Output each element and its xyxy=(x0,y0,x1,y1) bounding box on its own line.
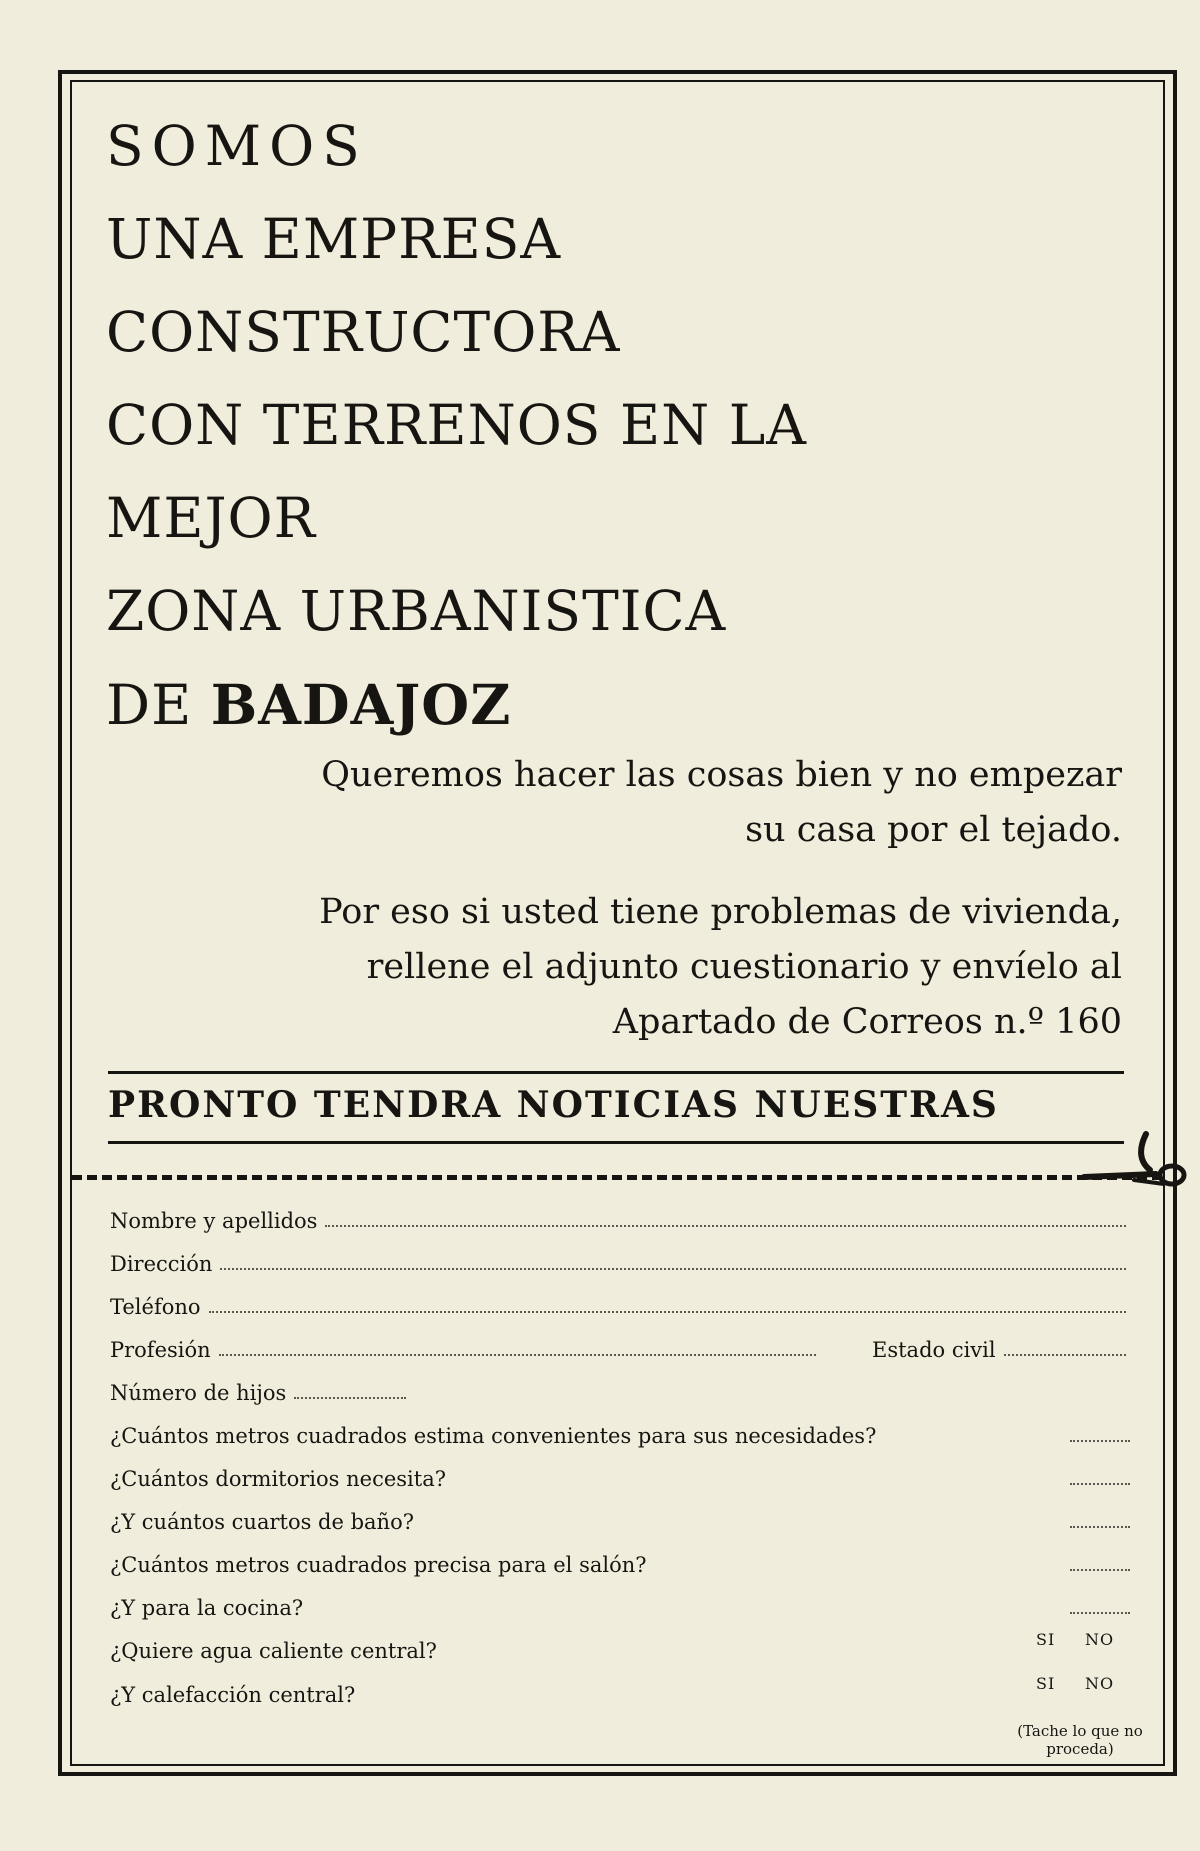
field-name[interactable]: Nombre y apellidos xyxy=(110,1205,1130,1233)
pitch-paragraph-2 xyxy=(222,885,1122,1050)
note-line-2: proceda) xyxy=(1046,1740,1114,1758)
headline-prefix: DE xyxy=(106,673,193,737)
cut-line xyxy=(72,1175,1162,1180)
hot-water-no[interactable]: NO xyxy=(1085,1630,1115,1649)
answer-kitchen[interactable] xyxy=(1070,1612,1130,1614)
pitch-2-line-1: Por eso si usted tiene problemas de vivienda, xyxy=(319,892,1122,932)
slogan: PRONTO TENDRA NOTICIAS NUESTRAS xyxy=(108,1084,999,1126)
answer-area[interactable] xyxy=(1070,1440,1130,1442)
question-heating: ¿Y calefacción central? xyxy=(110,1683,356,1707)
answer-bathrooms[interactable] xyxy=(1070,1526,1130,1528)
headline-line-3: CONSTRUCTORA xyxy=(106,300,621,364)
heating-yes[interactable]: SI xyxy=(1036,1674,1056,1693)
headline-city: BADAJOZ xyxy=(210,672,512,737)
pitch-2-line-2: rellene el adjunto cuestionario y envíelo al xyxy=(366,947,1122,987)
question-kitchen: ¿Y para la cocina? xyxy=(110,1596,304,1620)
pitch-2-line-3: Apartado de Correos n.º 160 xyxy=(612,1002,1122,1042)
question-bathrooms: ¿Y cuántos cuartos de baño? xyxy=(110,1510,414,1534)
note-line-1: (Tache lo que no xyxy=(1017,1722,1143,1740)
field-marital-status[interactable]: Estado civil xyxy=(872,1334,1130,1362)
question-hot-water: ¿Quiere agua caliente central? xyxy=(110,1639,437,1663)
headline-line-6: ZONA URBANISTICA xyxy=(106,579,727,643)
field-address[interactable]: Dirección xyxy=(110,1248,1130,1276)
answer-living-room[interactable] xyxy=(1070,1569,1130,1571)
field-children[interactable]: Número de hijos xyxy=(110,1377,410,1405)
headline-line-1: SOMOS xyxy=(106,114,368,178)
strike-note xyxy=(1000,1722,1160,1758)
headline-line-2: UNA EMPRESA xyxy=(106,207,562,271)
heating-no[interactable]: NO xyxy=(1085,1674,1115,1693)
field-profession[interactable]: Profesión xyxy=(110,1334,820,1362)
pitch-1-line-1: Queremos hacer las cosas bien y no empezar xyxy=(321,755,1122,795)
pitch-paragraph-1 xyxy=(222,748,1122,858)
hot-water-yes[interactable]: SI xyxy=(1036,1630,1056,1649)
scissors-icon xyxy=(1074,1122,1194,1192)
headline xyxy=(106,100,807,752)
answer-bedrooms[interactable] xyxy=(1070,1483,1130,1485)
question-area: ¿Cuántos metros cuadrados estima convenientes para sus necesidades? xyxy=(110,1424,877,1448)
headline-line-7 xyxy=(106,658,807,752)
pitch-1-line-2: su casa por el tejado. xyxy=(745,810,1122,850)
question-bedrooms: ¿Cuántos dormitorios necesita? xyxy=(110,1467,446,1491)
headline-line-4: CON TERRENOS EN LA xyxy=(106,393,807,457)
slogan-rule-bottom xyxy=(108,1141,1124,1144)
headline-line-5: MEJOR xyxy=(106,486,317,550)
slogan-rule-top xyxy=(108,1071,1124,1074)
question-living-room: ¿Cuántos metros cuadrados precisa para el salón? xyxy=(110,1553,647,1577)
field-phone[interactable]: Teléfono xyxy=(110,1291,1130,1319)
